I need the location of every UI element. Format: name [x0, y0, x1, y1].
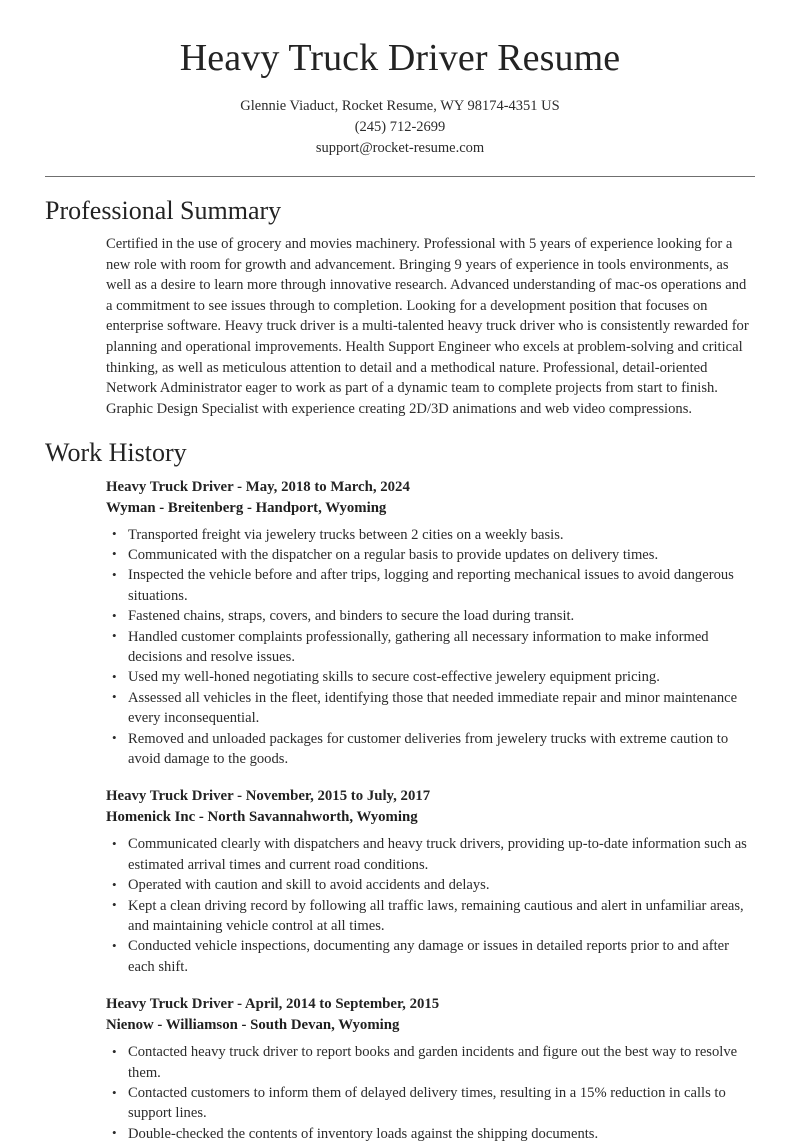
work-history-entry [106, 786, 750, 977]
job-bullets-wrap [106, 1042, 750, 1144]
job-bullet: • Operated with caution and skill to avoid accidents and delays. [106, 875, 750, 895]
job-title: Heavy Truck Driver - November, 2015 to July, 2017 [106, 788, 431, 805]
contact-address: Glennie Viaduct, Rocket Resume, WY 98174-4351 US [240, 97, 560, 114]
job-title: Heavy Truck Driver - April, 2014 to September, 2015 [106, 996, 440, 1013]
job-bullet-list [106, 834, 750, 977]
job-bullet: • Transported freight via jewelery trucks between 2 cities on a weekly basis. [106, 525, 750, 545]
contact-phone: (245) 712-2699 [354, 118, 446, 135]
job-bullet: • Communicated with the dispatcher on a regular basis to provide updates on delivery times. [106, 545, 750, 565]
job-bullet: • Fastened chains, straps, covers, and binders to secure the load during transit. [106, 606, 750, 626]
summary-text: Certified in the use of grocery and movies machinery. Professional with 5 years of experience looking for a new role with room for growth and advancement. Bringing 9 years of experience in tools environments, as well as a desire to learn more through innovative research. Advanced understanding of mac-os operations and a commitment to see issues through to completion. Looking for a development position that focuses on enterprise software. Heavy truck driver is a multi-talented heavy truck driver who is consistently rewarded for planning and operational improvements. Health Support Engineer who excels at problem-solving and critical thinking, as well as meticulous attention to detail and a methodical nature. Professional, detail-oriented Network Administrator eager to work as part of a dynamic team to complete projects from start to finish. Graphic Design Specialist with experience creating 2D/3D animations and web video compressions. [106, 235, 749, 417]
work-history-entry [106, 994, 750, 1144]
job-bullet: • Handled customer complaints professionally, gathering all necessary information to make informed decisions and resolve issues. [106, 627, 750, 668]
section-heading-work-history: Work History [45, 438, 187, 468]
summary-body [106, 234, 750, 419]
work-history-list [106, 477, 750, 1144]
work-history-entry [106, 477, 750, 770]
job-bullet: • Communicated clearly with dispatchers and heavy truck drivers, providing up-to-date information such as estimated arrival times and current road conditions. [106, 834, 750, 875]
contact-block [0, 96, 800, 159]
job-company: Nienow - Williamson - South Devan, Wyoming [106, 1017, 400, 1034]
job-bullet-list [106, 525, 750, 770]
section-professional-summary [0, 195, 800, 420]
job-bullet: • Assessed all vehicles in the fleet, identifying those that needed immediate repair and minor maintenance every inconsequential. [106, 688, 750, 729]
job-bullet-list [106, 1042, 750, 1144]
section-heading-summary: Professional Summary [45, 195, 282, 225]
contact-email: support@rocket-resume.com [315, 139, 485, 156]
job-bullet: • Contacted customers to inform them of delayed delivery times, resulting in a 15% reduction in calls to support lines. [106, 1083, 750, 1124]
job-bullet: • Used my well-honed negotiating skills to secure cost-effective jewelery equipment pricing. [106, 667, 750, 687]
job-company: Homenick Inc - North Savannahworth, Wyoming [106, 809, 418, 826]
job-bullet: • Inspected the vehicle before and after trips, logging and reporting mechanical issues to avoid dangerous situations. [106, 565, 750, 606]
header-divider [45, 176, 755, 177]
job-bullet: • Double-checked the contents of inventory loads against the shipping documents. [106, 1124, 750, 1144]
section-work-history [0, 437, 800, 1144]
job-bullet: • Conducted vehicle inspections, documenting any damage or issues in detailed reports prior to and after each shift. [106, 936, 750, 977]
job-bullet: • Contacted heavy truck driver to report books and garden incidents and figure out the best way to resolve them. [106, 1042, 750, 1083]
job-company: Wyman - Breitenberg - Handport, Wyoming [106, 499, 387, 516]
page-title: Heavy Truck Driver Resume [179, 37, 621, 79]
job-bullet: • Removed and unloaded packages for customer deliveries from jewelery trucks with extreme caution to avoid damage to the goods. [106, 729, 750, 770]
job-bullet: • Kept a clean driving record by following all traffic laws, remaining cautious and alert in unfamiliar areas, and maintaining vehicle control at all times. [106, 896, 750, 937]
job-bullets-wrap [106, 834, 750, 977]
job-bullets-wrap [106, 525, 750, 770]
job-title: Heavy Truck Driver - May, 2018 to March, 2024 [106, 478, 410, 495]
